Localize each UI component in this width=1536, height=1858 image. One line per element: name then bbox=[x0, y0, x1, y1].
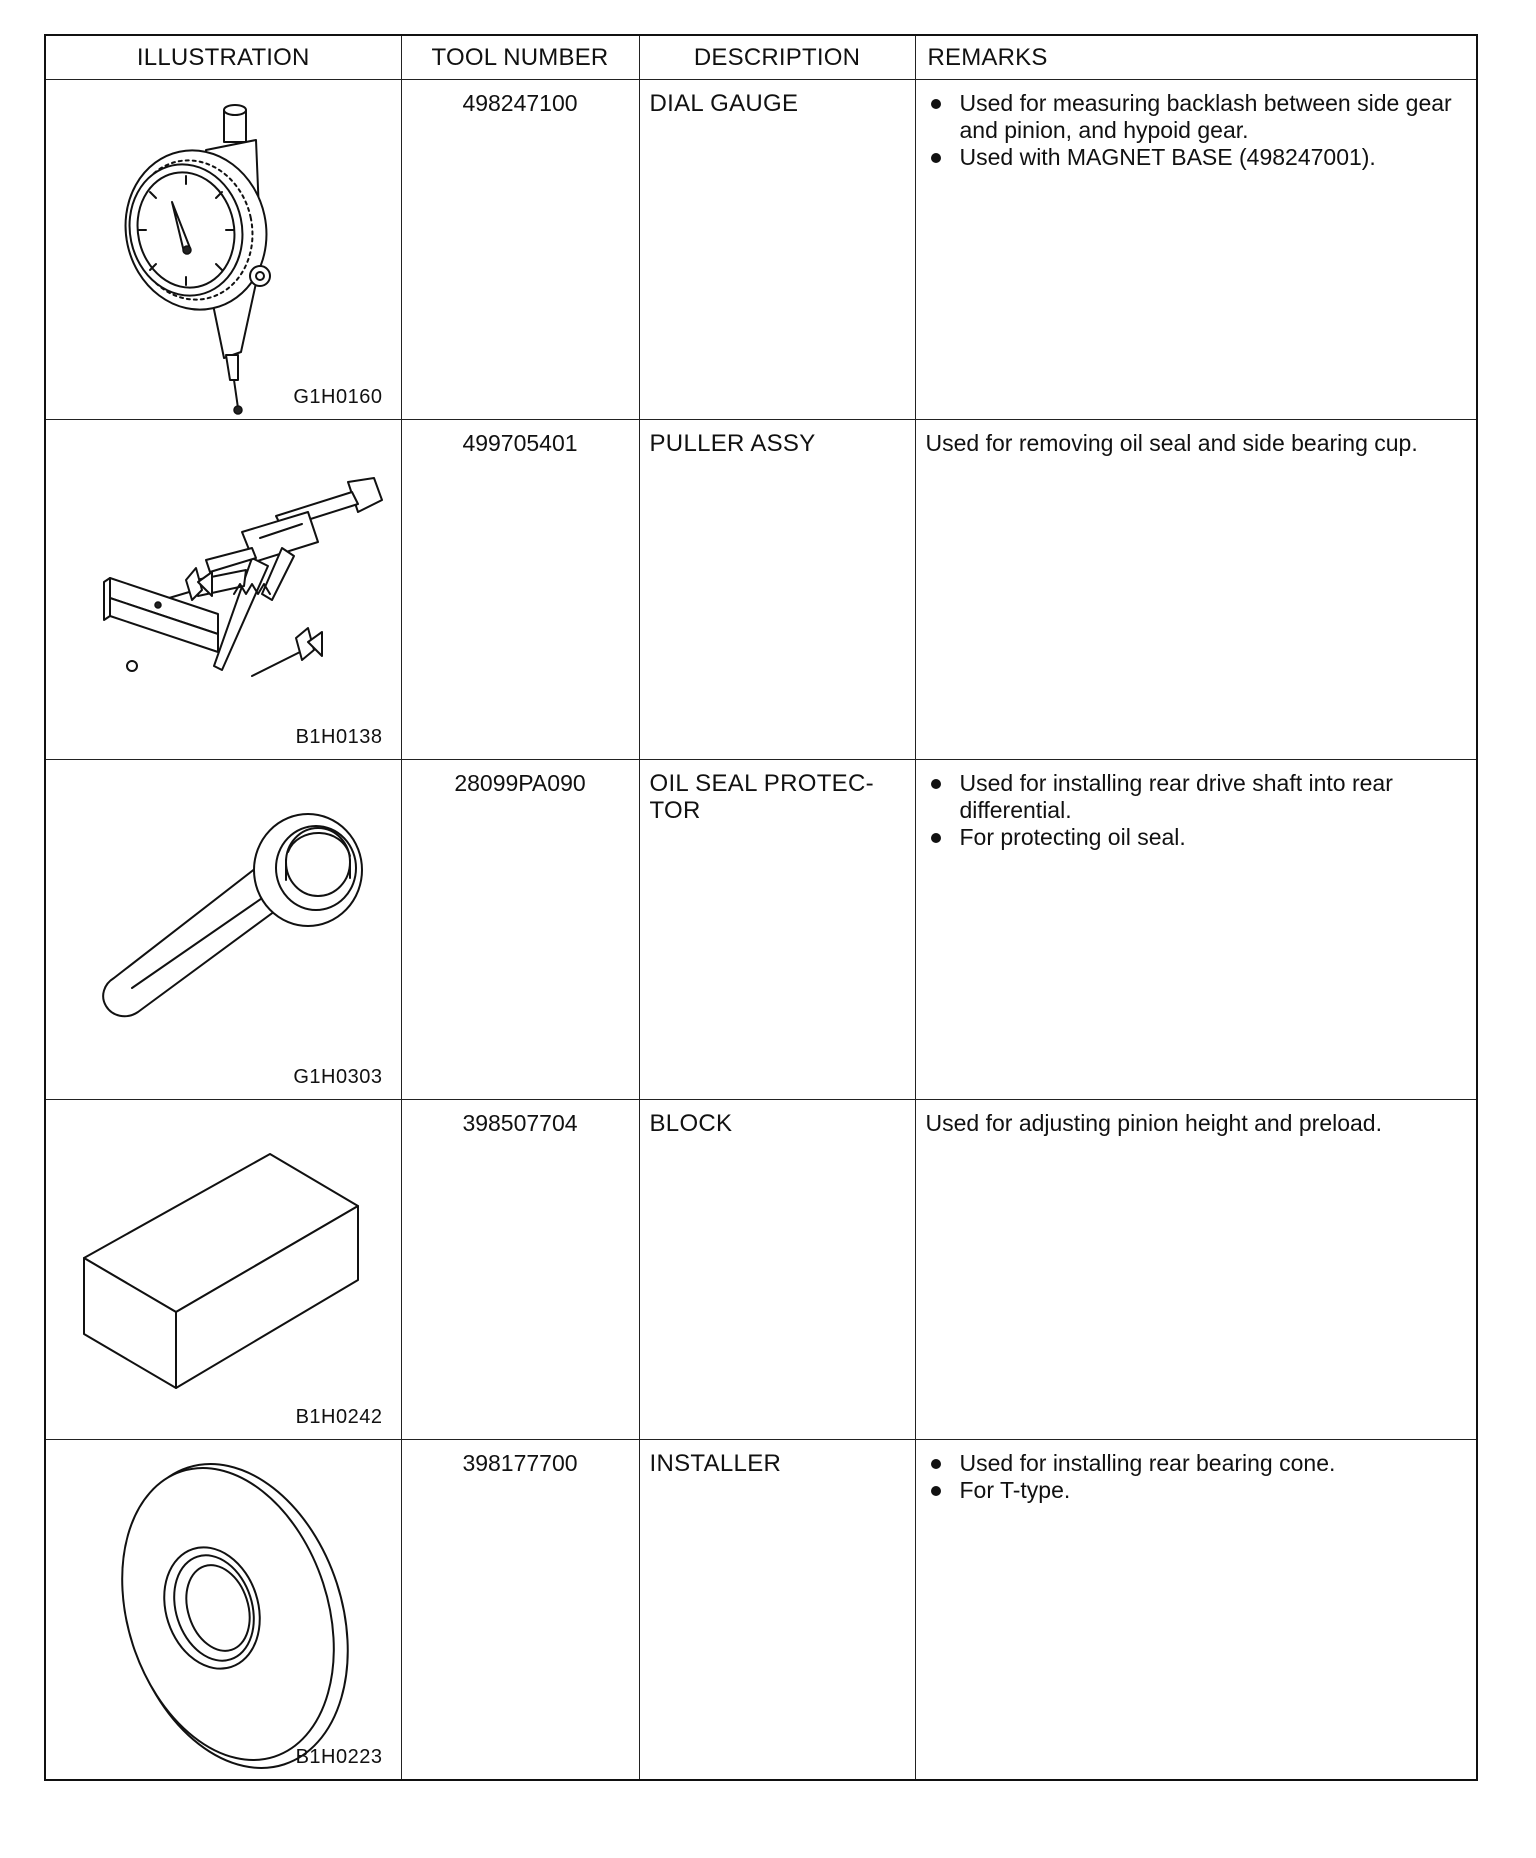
installer-icon bbox=[46, 1440, 402, 1780]
table-row bbox=[45, 1100, 1477, 1440]
remarks-cell bbox=[915, 80, 1477, 420]
illustration-cell bbox=[45, 80, 401, 420]
figure-code: G1H0303 bbox=[293, 1066, 383, 1088]
remark-item: Used for installing rear drive shaft into rear differential. bbox=[926, 770, 1467, 824]
header-remarks: REMARKS bbox=[915, 35, 1477, 80]
figure-code: B1H0242 bbox=[295, 1406, 383, 1428]
description-cell: PULLER ASSY bbox=[639, 420, 915, 760]
remarks-cell: Used for adjusting pinion height and preload. bbox=[915, 1100, 1477, 1440]
remark-item: Used for measuring backlash between side gear and pinion, and hypoid gear. bbox=[926, 90, 1467, 144]
illustration-cell bbox=[45, 1100, 401, 1440]
figure-code: B1H0223 bbox=[295, 1745, 383, 1768]
remarks-cell bbox=[915, 760, 1477, 1100]
table-row bbox=[45, 420, 1477, 760]
table-row bbox=[45, 760, 1477, 1100]
description-cell: OIL SEAL PROTEC- TOR bbox=[639, 760, 915, 1100]
illustration-cell bbox=[45, 420, 401, 760]
description-cell: DIAL GAUGE bbox=[639, 80, 915, 420]
puller-assy-icon bbox=[46, 420, 402, 760]
block-icon bbox=[46, 1100, 402, 1440]
remarks-list bbox=[926, 90, 1467, 171]
tool-number-cell: 498247100 bbox=[401, 80, 639, 420]
remark-item: Used with MAGNET BASE (498247001). bbox=[926, 144, 1467, 171]
figure-code: G1H0160 bbox=[293, 386, 383, 408]
illustration-cell bbox=[45, 1440, 401, 1780]
table-row bbox=[45, 1440, 1477, 1780]
description-cell: INSTALLER bbox=[639, 1440, 915, 1780]
remarks-list bbox=[926, 1450, 1467, 1504]
table-row bbox=[45, 80, 1477, 420]
dial-gauge-icon bbox=[46, 80, 402, 420]
figure-code: B1H0138 bbox=[295, 726, 383, 748]
tool-number-cell: 499705401 bbox=[401, 420, 639, 760]
tool-number-cell: 398177700 bbox=[401, 1440, 639, 1780]
remark-item: For protecting oil seal. bbox=[926, 824, 1467, 851]
illustration-cell bbox=[45, 760, 401, 1100]
remark-item: Used for installing rear bearing cone. bbox=[926, 1450, 1467, 1477]
description-cell: BLOCK bbox=[639, 1100, 915, 1440]
remark-item: For T-type. bbox=[926, 1477, 1467, 1504]
tool-number-cell: 398507704 bbox=[401, 1100, 639, 1440]
remarks-cell bbox=[915, 1440, 1477, 1780]
remarks-list bbox=[926, 770, 1467, 851]
oil-seal-protector-icon bbox=[46, 760, 402, 1100]
special-tools-table bbox=[44, 34, 1478, 1781]
remarks-cell: Used for removing oil seal and side bearing cup. bbox=[915, 420, 1477, 760]
header-illustration: ILLUSTRATION bbox=[45, 35, 401, 80]
tool-number-cell: 28099PA090 bbox=[401, 760, 639, 1100]
header-description: DESCRIPTION bbox=[639, 35, 915, 80]
table-header-row bbox=[45, 35, 1477, 80]
header-tool-number: TOOL NUMBER bbox=[401, 35, 639, 80]
